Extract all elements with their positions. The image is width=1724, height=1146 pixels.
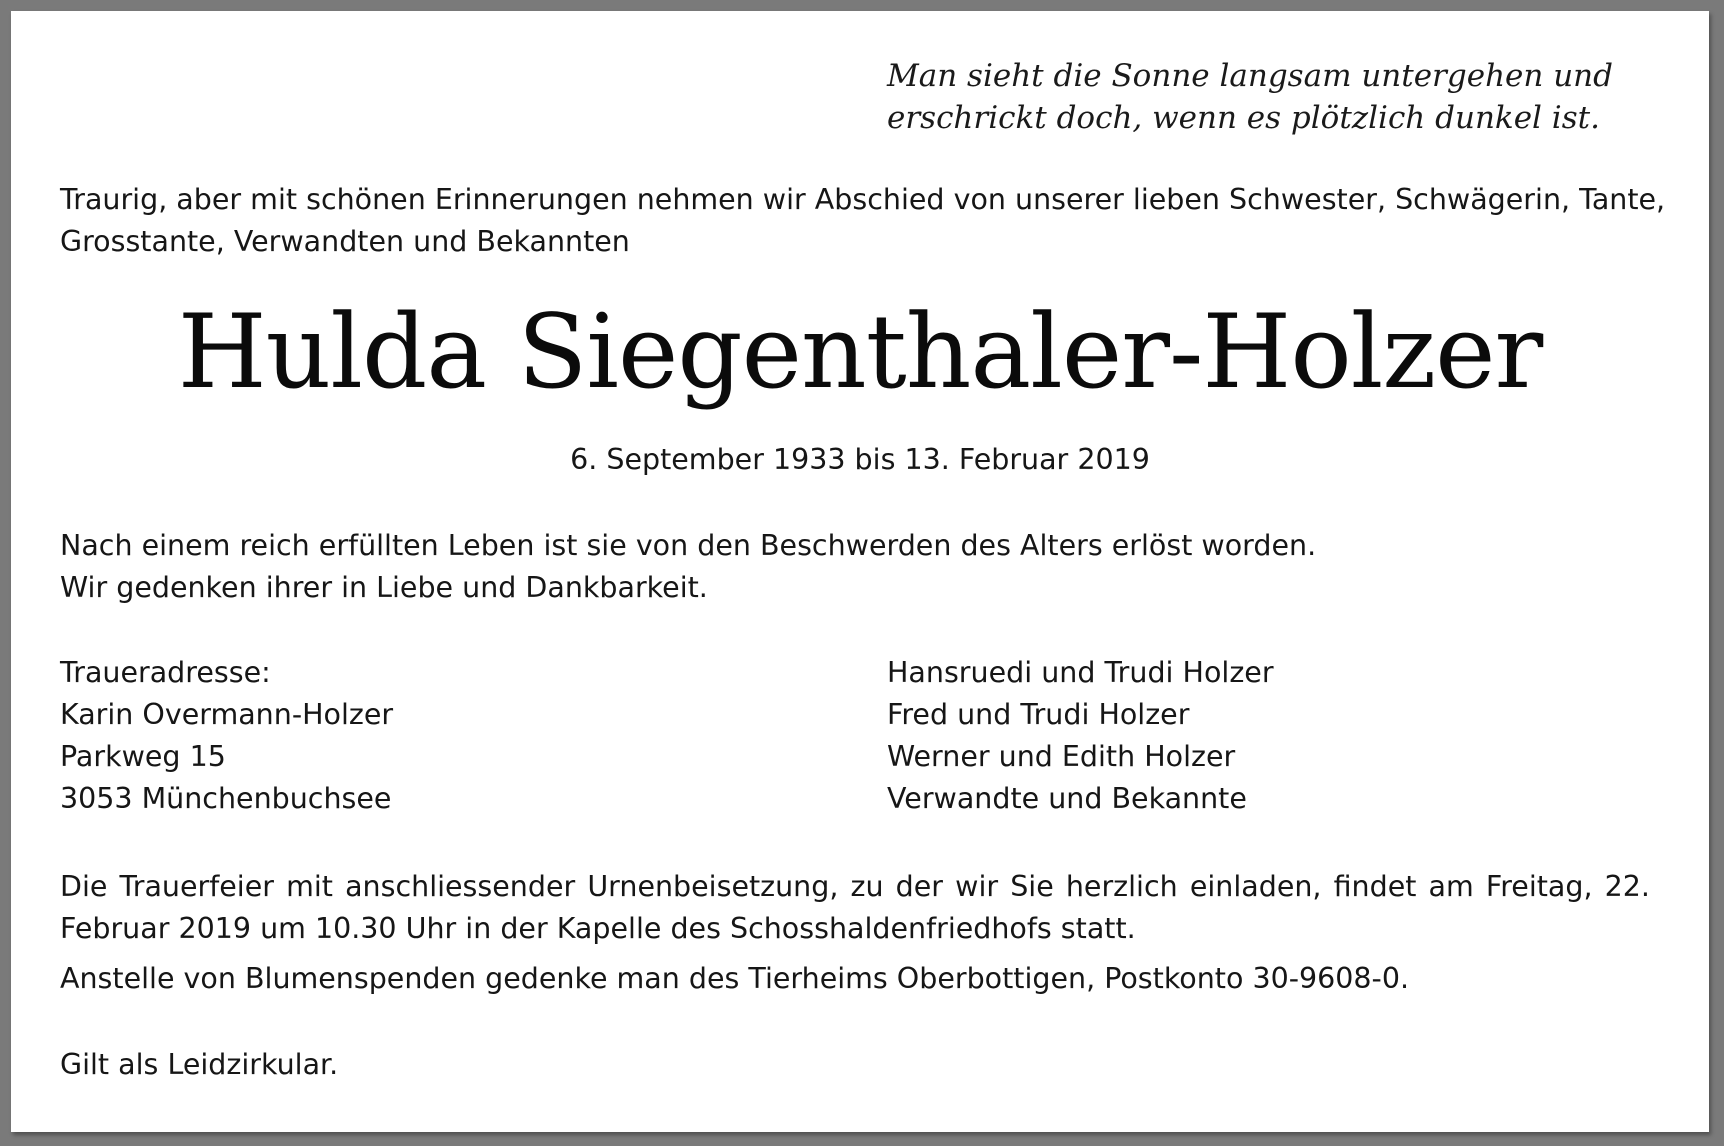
ceremony-paragraph: Die Trauerfeier mit anschliessender Urnenbeisetzung, zu der wir Sie herzlich einladen, findet am Freitag, 22. Februar 2019 um 10.30 Uhr in der Kapelle des Schosshaldenfriedhofs statt.	[60, 870, 1650, 945]
family-member: Verwandte und Bekannte	[887, 782, 1247, 815]
intro-line: Traurig, aber mit schönen Erinnerungen nehmen wir Abschied von unserer lieben Schwester, Schwägerin, Tante,	[60, 183, 1666, 216]
donation-note: Anstelle von Blumenspenden gedenke man des Tierheims Oberbottigen, Postkonto 30-9608-0.	[60, 962, 1410, 995]
life-dates: 6. September 1933 bis 13. Februar 2019	[570, 443, 1150, 476]
intro-line: Grosstante, Verwandten und Bekannten	[60, 225, 630, 258]
family-member: Hansruedi und Trudi Holzer	[887, 656, 1274, 689]
family-member: Werner und Edith Holzer	[887, 740, 1236, 773]
circular-note: Gilt als Leidzirkular.	[60, 1048, 339, 1081]
motto-line: Man sieht die Sonne langsam untergehen und	[887, 58, 1613, 94]
mourning-address	[60, 652, 393, 820]
obituary-page	[11, 11, 1709, 1132]
address-street: Parkweg 15	[60, 740, 226, 773]
motto-line: erschrickt doch, wenn es plötzlich dunkel ist.	[887, 100, 1600, 136]
life-line: Nach einem reich erfüllten Leben ist sie von den Beschwerden des Alters erlöst worden.	[60, 529, 1317, 562]
address-label: Traueradresse:	[60, 656, 271, 689]
address-city: 3053 Münchenbuchsee	[60, 782, 392, 815]
family-member: Fred und Trudi Holzer	[887, 698, 1190, 731]
family-list	[887, 652, 1274, 820]
deceased-name: Hulda Siegenthaler-Holzer	[177, 293, 1543, 412]
intro-paragraph	[60, 179, 1666, 263]
motto-quote	[887, 55, 1613, 139]
address-name: Karin Overmann-Holzer	[60, 698, 394, 731]
life-paragraph	[60, 525, 1650, 609]
life-line: Wir gedenken ihrer in Liebe und Dankbarkeit.	[60, 571, 708, 604]
